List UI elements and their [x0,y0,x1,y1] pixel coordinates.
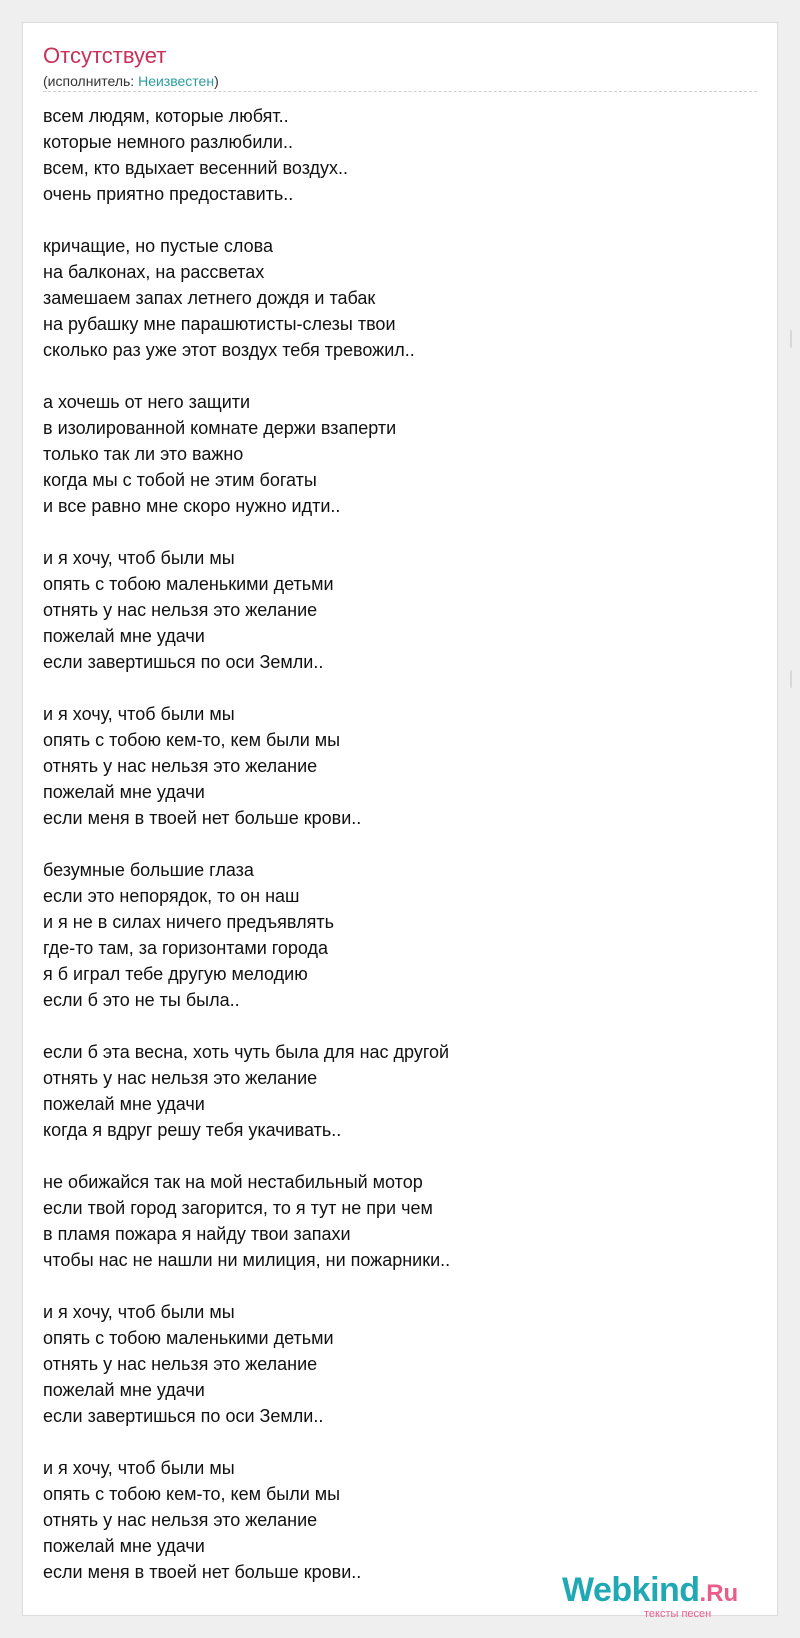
lyric-line: пожелай мне удачи [43,782,205,802]
lyric-line: и я не в силах ничего предъявлять [43,912,334,932]
lyric-line: всем людям, которые любят.. [43,106,289,126]
lyric-line: пожелай мне удачи [43,1380,205,1400]
stanza [43,545,757,675]
lyric-line: когда мы с тобой не этим богаты [43,470,317,490]
artist-prefix: (исполнитель: [43,73,139,89]
lyric-line: если меня в твоей нет больше крови.. [43,808,362,828]
webkind-logo[interactable] [562,1571,782,1621]
lyric-line: если б эта весна, хоть чуть была для нас другой [43,1042,450,1062]
lyric-line: всем, кто вдыхает весенний воздух.. [43,158,349,178]
scroll-marker-bottom [790,670,792,688]
lyric-line: и я хочу, чтоб были мы [43,704,235,724]
artist-suffix: ) [214,73,219,89]
lyric-line: если б это не ты была.. [43,990,240,1010]
lyric-line: в пламя пожара я найду твои запахи [43,1224,351,1244]
lyric-line: я б играл тебе другую мелодию [43,964,308,984]
lyric-line: а хочешь от него защити [43,392,251,412]
stanza [43,103,757,207]
lyric-line: чтобы нас не нашли ни милиция, ни пожарники.. [43,1250,451,1270]
stanza [43,857,757,1013]
lyric-line: когда я вдруг решу тебя укачивать.. [43,1120,342,1140]
artist-link[interactable]: Неизвестен [138,73,215,89]
lyric-line: и все равно мне скоро нужно идти.. [43,496,341,516]
lyrics-body [43,103,757,1611]
lyric-line: отнять у нас нельзя это желание [43,1068,318,1088]
lyric-line: если твой город загорится, то я тут не при чем [43,1198,433,1218]
artist-line [43,73,219,89]
stanza [43,233,757,363]
lyric-line: и я хочу, чтоб были мы [43,548,235,568]
logo-tagline: тексты песен [644,1608,712,1620]
stanza [43,1169,757,1273]
lyric-line: и я хочу, чтоб были мы [43,1302,235,1322]
lyric-line: где-то там, за горизонтами города [43,938,329,958]
lyric-line: опять с тобою маленькими детьми [43,574,334,594]
stanza [43,1299,757,1429]
lyric-line: кричащие, но пустые слова [43,236,273,256]
lyric-line: пожелай мне удачи [43,1536,205,1556]
stanza [43,1455,757,1585]
lyric-line: сколько раз уже этот воздух тебя тревожил.. [43,340,415,360]
lyric-line: опять с тобою маленькими детьми [43,1328,334,1348]
lyric-line: отнять у нас нельзя это желание [43,600,318,620]
header-divider [43,91,757,92]
lyric-line: если завертишься по оси Земли.. [43,1406,324,1426]
stanza [43,1039,757,1143]
stanza [43,701,757,831]
lyric-line: отнять у нас нельзя это желание [43,1354,318,1374]
lyric-line: не обижайся так на мой нестабильный мотор [43,1172,423,1192]
lyric-line: опять с тобою кем-то, кем были мы [43,1484,341,1504]
song-title: Отсутствует [43,43,167,68]
lyrics-card [22,22,778,1616]
lyric-line: пожелай мне удачи [43,626,205,646]
lyric-line: если это непорядок, то он наш [43,886,300,906]
lyric-line: которые немного разлюбили.. [43,132,293,152]
lyric-line: отнять у нас нельзя это желание [43,1510,318,1530]
lyric-line: в изолированной комнате держи взаперти [43,418,397,438]
lyric-line: если меня в твоей нет больше крови.. [43,1562,362,1582]
lyric-line: пожелай мне удачи [43,1094,205,1114]
stanza [43,389,757,519]
logo-brand: Webkind [562,1571,700,1609]
lyric-line: и я хочу, чтоб были мы [43,1458,235,1478]
lyric-line: на балконах, на рассветах [43,262,265,282]
lyric-line: замешаем запах летнего дождя и табак [43,288,376,308]
lyric-line: безумные большие глаза [43,860,254,880]
lyric-line: на рубашку мне парашютисты-слезы твои [43,314,396,334]
lyric-line: очень приятно предоставить.. [43,184,294,204]
logo-tld: .Ru [699,1580,739,1607]
logo-wordmark [562,1571,738,1610]
lyric-line: отнять у нас нельзя это желание [43,756,318,776]
lyric-line: если завертишься по оси Земли.. [43,652,324,672]
scroll-marker-top [790,330,792,348]
lyric-line: опять с тобою кем-то, кем были мы [43,730,341,750]
lyric-line: только так ли это важно [43,444,244,464]
